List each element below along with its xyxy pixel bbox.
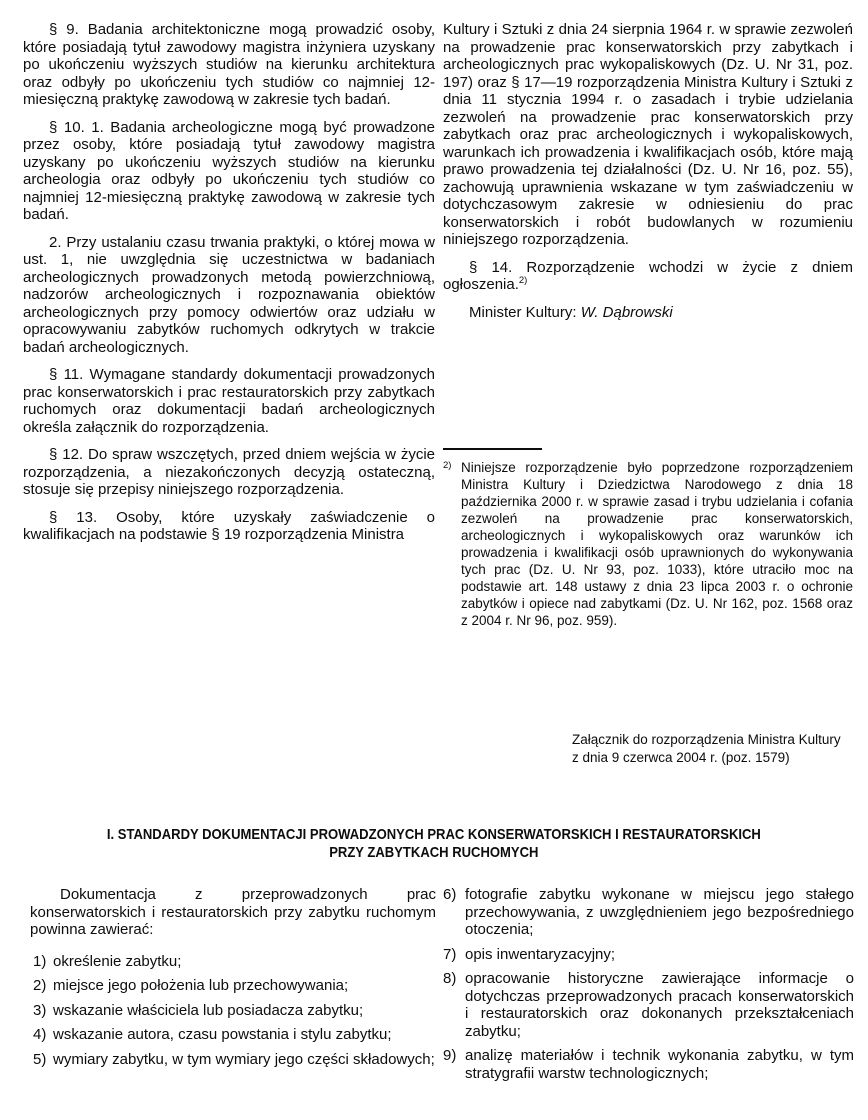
bottom-right-column <box>443 886 854 1089</box>
list-item-1 <box>30 953 436 971</box>
left-column <box>23 21 435 554</box>
list-item-5-text: wymiary zabytku, w tym wymiary jego części składowych; <box>53 1050 435 1068</box>
list-item-9 <box>443 1047 854 1082</box>
section-heading-line-1: I. STANDARDY DOKUMENTACJI PROWADZONYCH PRAC KONSERWATORSKICH I RESTAURATORSKICH <box>107 826 761 843</box>
footnote-block <box>443 448 853 629</box>
list-item-1-text: określenie zabytku; <box>53 952 182 970</box>
paragraph-13: § 13. Osoby, które uzyskały zaświadczenie o kwalifikacjach na podstawie § 19 rozporządzenia Ministra <box>23 508 435 543</box>
right-column <box>443 21 853 331</box>
list-item-6-text: fotografie zabytku wykonane w miejscu jego stałego przechowywania, z uwzględnieniem jego bezpośredniego otoczenia; <box>465 886 854 938</box>
list-item-4 <box>30 1026 436 1044</box>
list-item-7 <box>443 946 854 964</box>
list-item-7-text: opis inwentaryzacyjny; <box>465 945 616 963</box>
list-item-2-text: miejsce jego położenia lub przechowywania; <box>53 977 349 994</box>
list-item-8-text: opracowanie historyczne zawierające informacje o dotychczas przeprowadzonych pracach konserwatorskich i restauratorskich oraz dokonanych przekształceniach zabytku; <box>465 970 854 1040</box>
footnote-reference: 2) <box>518 275 528 286</box>
list-item-5 <box>30 1051 436 1069</box>
section-heading <box>0 826 868 862</box>
list-item-9-text: analizę materiałów i technik wykonania zabytku, w tym stratygrafii warstw technologicznych; <box>465 1047 854 1082</box>
signature-line <box>443 304 853 322</box>
annex-reference <box>572 731 841 766</box>
list-item-8-number: 8) <box>443 970 457 987</box>
list-item-6 <box>443 886 854 939</box>
paragraph-continuation: Kultury i Sztuki z dnia 24 sierpnia 1964 r. w sprawie zezwoleń na prowadzenie prac konserwatorskich przy zabytkach i archeologicznych prac wykopaliskowych (Dz. U. Nr 31, poz. 197) oraz § 17—19 rozporządzenia Ministra Kultury i Sztuki z dnia 11 stycznia 1994 r. o zasadach i trybie udzielania zezwoleń na prowadzenie prac konserwatorskich przy zabytkach oraz prac archeologicznych i wykopaliskowych, warunkach ich prowadzenia i kwalifikacjach osób, które mają prawo prowadzenia tej działalności (Dz. U. Nr 16, poz. 55), zachowują uprawnienia wskazane w tym zaświadczeniu w dotychczasowym zakresie w odniesieniu do prac konserwatorskich i robót budowlanych w rozumieniu niniejszego rozporządzenia. <box>443 21 853 248</box>
annex-reference-line-2: z dnia 9 czerwca 2004 r. (poz. 1579) <box>572 749 790 765</box>
paragraph-10-2: 2. Przy ustalaniu czasu trwania praktyki, o której mowa w ust. 1, nie uwzględnia się uczestnictwa w badaniach archeologicznych prowadzonych metodą powierzchniową, nadzorów archeologicznych i rozpoznawania obiektów archeologicznych przy pomocy odwiertów oraz udziału w opracowywaniu zabytków ruchomych odkrytych w trakcie badań archeologicznych. <box>23 233 435 356</box>
bottom-left-column <box>30 886 436 1075</box>
list-item-3-text: wskazanie właściciela lub posiadacza zabytku; <box>53 1001 364 1019</box>
list-item-9-number: 9) <box>443 1047 457 1064</box>
list-item-8 <box>443 970 854 1040</box>
signature-name: W. Dąbrowski <box>580 303 673 321</box>
list-item-5-number: 5) <box>33 1050 47 1068</box>
list-item-3-number: 3) <box>33 1001 47 1019</box>
paragraph-14 <box>443 259 853 294</box>
list-item-6-number: 6) <box>443 886 457 903</box>
list-item-2-number: 2) <box>33 977 47 994</box>
list-item-3 <box>30 1002 436 1020</box>
paragraph-10-1: § 10. 1. Badania archeologiczne mogą być prowadzone przez osoby, które posiadają tytuł zawodowy magistra uzyskany po ukończeniu wyższych studiów na kierunku archeologia oraz odbyły po ukończeniu tych studiów co najmniej 12-miesięczną praktykę zawodową w zakresie tych badań. <box>23 118 435 223</box>
paragraph-14-text: § 14. Rozporządzenie wchodzi w życie z dniem ogłoszenia. <box>443 258 853 293</box>
section-heading-line-2: PRZY ZABYTKACH RUCHOMYCH <box>329 844 539 861</box>
paragraph-11: § 11. Wymagane standardy dokumentacji prowadzonych prac konserwatorskich i prac restauratorskich przy zabytkach ruchomych oraz dokumentacji badań archeologicznych określa załącznik do rozporządzenia. <box>23 366 435 436</box>
list-item-4-text: wskazanie autora, czasu powstania i stylu zabytku; <box>53 1026 392 1043</box>
paragraph-12: § 12. Do spraw wszczętych, przed dniem wejścia w życie rozporządzenia, a niezakończonych decyzją ostateczną, stosuje się przepisy niniejszego rozporządzenia. <box>23 446 435 498</box>
footnote-marker: 2) <box>443 460 452 471</box>
list-item-7-number: 7) <box>443 945 457 963</box>
paragraph-9: § 9. Badania architektoniczne mogą prowadzić osoby, które posiadają tytuł zawodowy magistra inżyniera uzyskany po ukończeniu wyższych studiów na kierunku architektura oraz odbyły po ukończeniu tych studiów co najmniej 12-miesięczną praktykę zawodową w zakresie tych badań. <box>23 21 435 108</box>
list-item-1-number: 1) <box>33 952 47 970</box>
footnote-2 <box>443 459 853 629</box>
signature-label: Minister Kultury: <box>469 303 581 321</box>
list-item-4-number: 4) <box>33 1026 47 1043</box>
footnote-text: Niniejsze rozporządzenie było poprzedzone rozporządzeniem Ministra Kultury i Dziedzictwa Narodowego z dnia 18 października 2000 r. w sprawie zasad i trybu udzielania i cofania zezwoleń na prowadzenie prac konserwatorskich, archeologicznych i wykopaliskowych oraz warunków ich prowadzenia i kwalifikacji osób uprawnionych do wykonywania tych prac (Dz. U. Nr 93, poz. 1033), które utraciło moc na podstawie art. 148 ustawy z dnia 23 lipca 2003 r. o ochronie zabytków i opiece nad zabytkami (Dz. U. Nr 162, poz. 1568 oraz z 2004 r. Nr 96, poz. 959). <box>461 460 853 628</box>
list-item-2 <box>30 977 436 995</box>
annex-reference-line-1: Załącznik do rozporządzenia Ministra Kultury <box>572 732 841 747</box>
footnote-divider <box>443 448 542 450</box>
annex-intro-paragraph: Dokumentacja z przeprowadzonych prac konserwatorskich i restauratorskich przy zabytku ruchomym powinna zawierać: <box>30 886 436 938</box>
section-heading-text <box>107 826 761 862</box>
